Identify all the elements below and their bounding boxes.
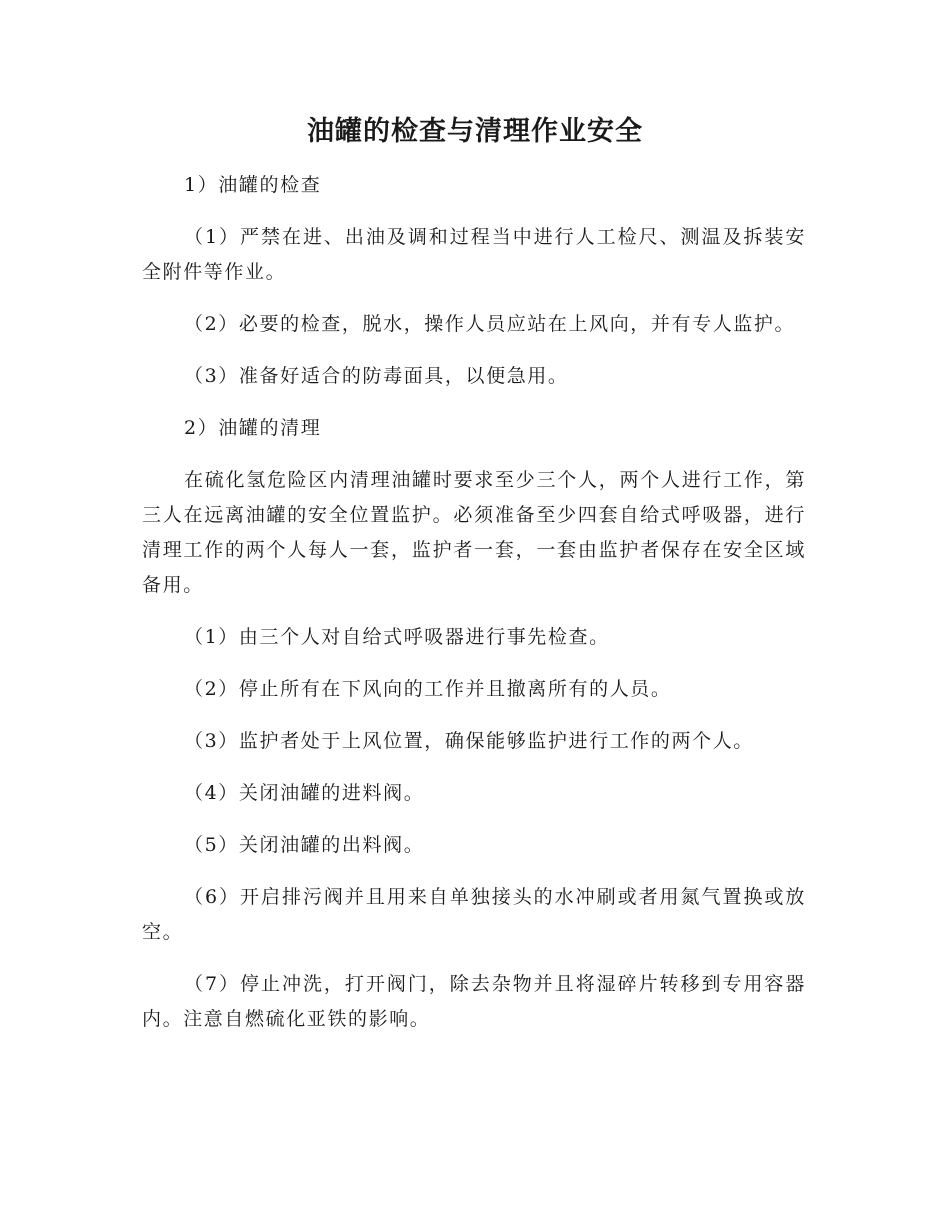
cleaning-item-1: （1）由三个人对自给式呼吸器进行事先检查。 xyxy=(184,626,610,648)
cleaning-item-3: （3）监护者处于上风位置，确保能够监护进行工作的两个人。 xyxy=(184,730,754,752)
cleaning-item-4: （4）关闭油罐的进料阀。 xyxy=(184,782,425,804)
inspection-item-3: （3）准备好适合的防毒面具，以便急用。 xyxy=(184,365,569,387)
section-heading-inspection: 1）油罐的检查 xyxy=(184,174,322,196)
inspection-item-1: （1）严禁在进、出油及调和过程当中进行人工检尺、测温及拆装安全附件等作业。 xyxy=(142,226,806,283)
cleaning-item-2: （2）停止所有在下风向的工作并且撤离所有的人员。 xyxy=(184,678,672,700)
cleaning-item-5: （5）关闭油罐的出料阀。 xyxy=(184,834,425,856)
document-body xyxy=(142,168,806,1054)
document-title: 油罐的检查与清理作业安全 xyxy=(307,116,643,147)
cleaning-intro-paragraph: 在硫化氢危险区内清理油罐时要求至少三个人，两个人进行工作，第三人在远离油罐的安全位置监护。必须准备至少四套自给式呼吸器，进行清理工作的两个人每人一套，监护者一套，一套由监护者保存在安全区域备用。 xyxy=(142,469,806,596)
inspection-item-2: （2）必要的检查，脱水，操作人员应站在上风向，并有专人监护。 xyxy=(184,313,796,335)
section-heading-cleaning: 2）油罐的清理 xyxy=(184,417,322,439)
cleaning-item-6: （6）开启排污阀并且用来自单独接头的水冲刷或者用氮气置换或放空。 xyxy=(142,886,806,943)
cleaning-item-7: （7）停止冲洗，打开阀门，除去杂物并且将湿碎片转移到专用容器内。注意自燃硫化亚铁的影响。 xyxy=(142,973,806,1030)
